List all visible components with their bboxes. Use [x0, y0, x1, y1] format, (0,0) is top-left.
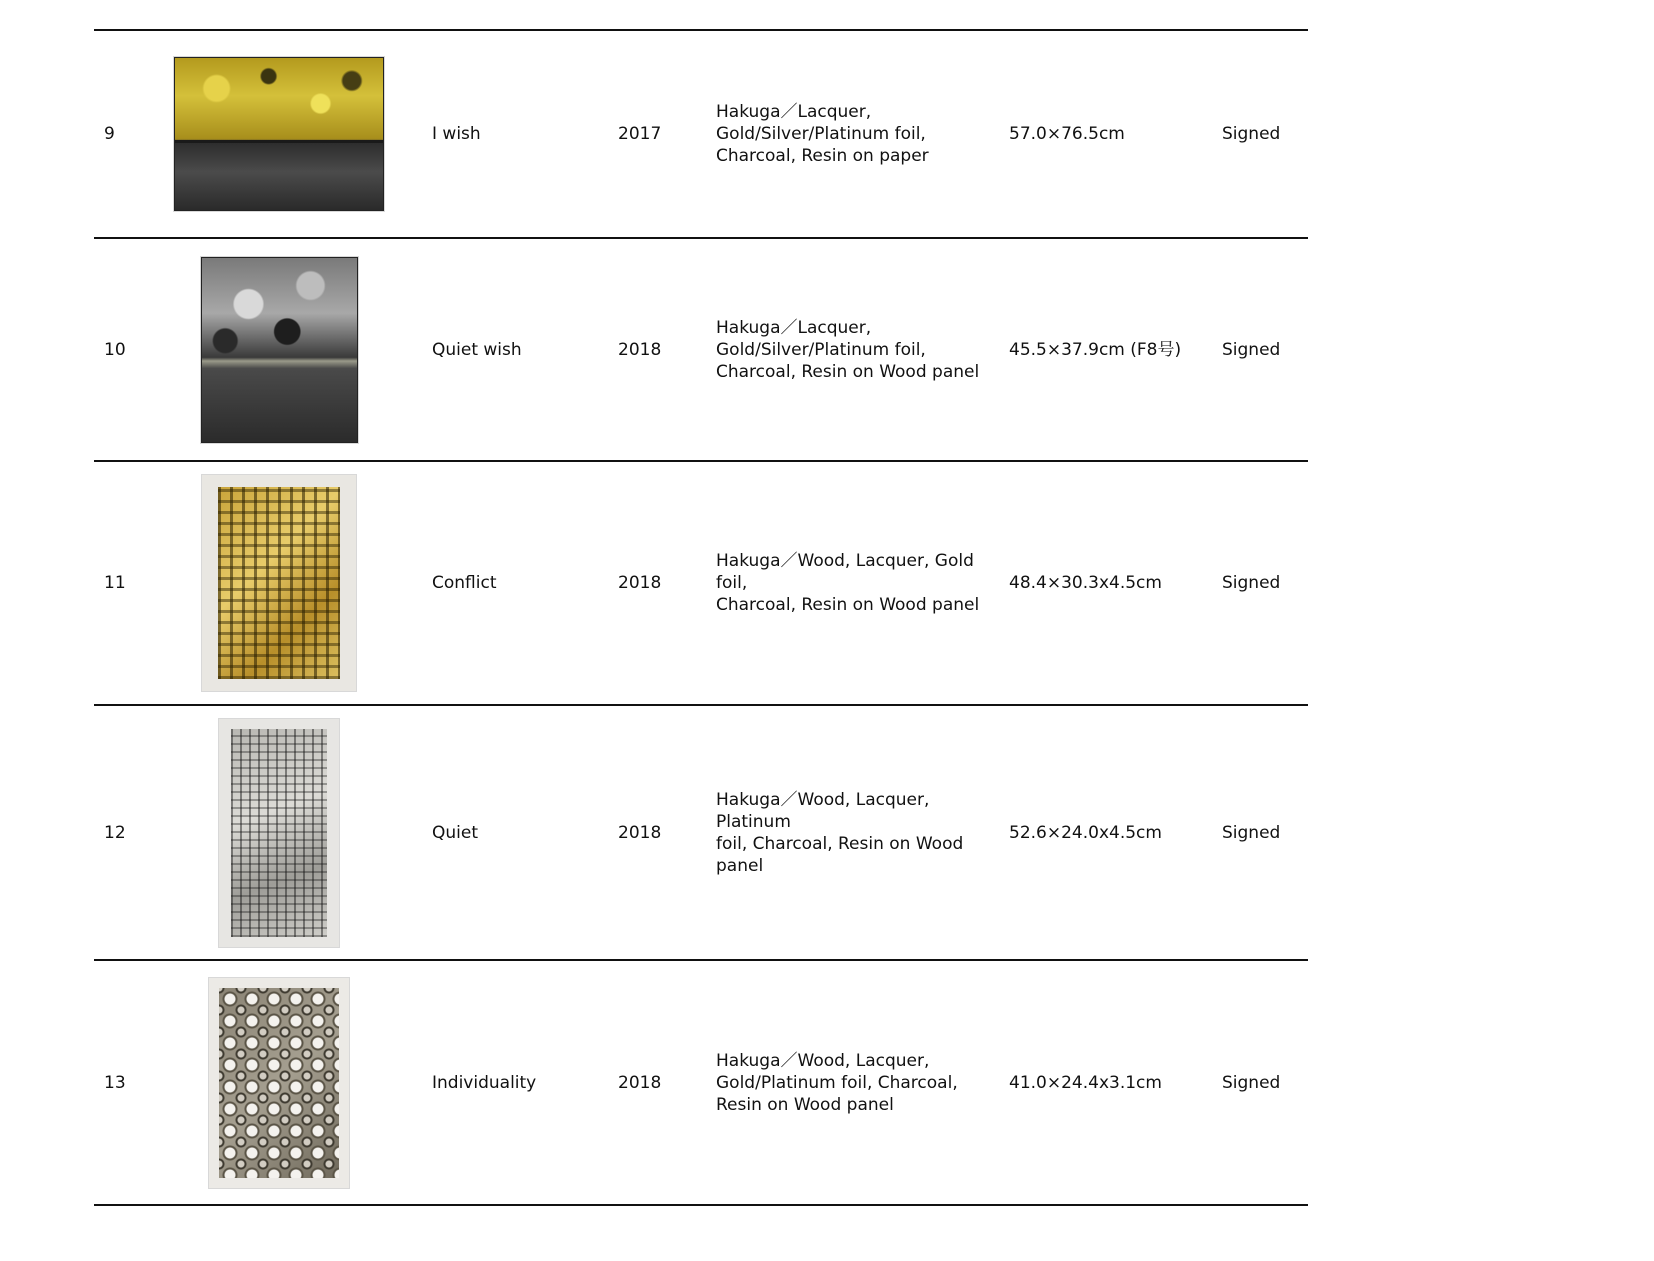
artwork-image [201, 257, 358, 443]
artwork-medium-line: Charcoal, Resin on Wood panel [716, 595, 980, 615]
artwork-image [202, 475, 356, 691]
artwork-medium-line: Hakuga／Lacquer, [716, 102, 872, 122]
artwork-signature: Signed [1222, 822, 1281, 843]
artwork-signature: Signed [1222, 124, 1281, 144]
artwork-number: 12 [104, 822, 126, 843]
artwork-number: 13 [104, 1072, 126, 1093]
artwork-title: Quiet wish [432, 339, 522, 360]
artwork-size: 48.4×30.3x4.5cm [1009, 573, 1162, 593]
artwork-number: 11 [104, 573, 126, 593]
artwork-medium [716, 961, 1006, 1204]
artwork-size: 45.5×37.9cm (F8号) [1009, 339, 1182, 360]
artwork-image [219, 719, 339, 947]
artwork-medium-line: Gold/Platinum foil, Charcoal, [716, 1072, 958, 1093]
table-row [94, 29, 1308, 237]
artwork-medium [716, 462, 1006, 704]
artwork-year: 2018 [618, 822, 662, 843]
artwork-image [174, 57, 384, 211]
artwork-image-cell [154, 462, 404, 704]
table-row [94, 460, 1308, 704]
table-row [94, 237, 1308, 460]
artwork-title: Individuality [432, 1072, 537, 1093]
artwork-size: 41.0×24.4x3.1cm [1009, 1072, 1162, 1093]
artwork-size: 52.6×24.0x4.5cm [1009, 822, 1162, 843]
artwork-medium [716, 706, 1006, 959]
artwork-medium-line: Resin on Wood panel [716, 1094, 894, 1115]
artwork-number: 10 [104, 339, 126, 360]
artwork-image-cell [154, 961, 404, 1204]
artwork-catalog-table [94, 29, 1308, 1206]
artwork-number: 9 [104, 124, 115, 144]
artwork-medium-line: Charcoal, Resin on paper [716, 146, 929, 166]
artwork-medium-line: panel [716, 855, 764, 876]
table-row [94, 704, 1308, 959]
artwork-image-cell [154, 706, 404, 959]
artwork-title: Quiet [432, 822, 479, 843]
artwork-year: 2017 [618, 124, 662, 144]
artwork-medium-line: Hakuga／Wood, Lacquer, Gold foil, [716, 551, 974, 593]
artwork-medium-line: Gold/Silver/Platinum foil, [716, 124, 926, 144]
artwork-title: Conflict [432, 573, 497, 593]
artwork-size: 57.0×76.5cm [1009, 124, 1125, 144]
artwork-image-cell [154, 31, 404, 237]
artwork-signature: Signed [1222, 573, 1281, 593]
artwork-year: 2018 [618, 1072, 662, 1093]
artwork-image-cell [154, 239, 404, 460]
table-row [94, 959, 1308, 1206]
artwork-medium [716, 239, 1006, 460]
artwork-medium-line: Hakuga／Wood, Lacquer, [716, 1050, 930, 1071]
artwork-medium-line: Gold/Silver/Platinum foil, [716, 339, 926, 360]
artwork-signature: Signed [1222, 339, 1281, 360]
artwork-year: 2018 [618, 339, 662, 360]
artwork-medium-line: Hakuga／Lacquer, [716, 317, 872, 338]
artwork-medium [716, 31, 1006, 237]
artwork-medium-line: foil, Charcoal, Resin on Wood [716, 833, 964, 854]
artwork-signature: Signed [1222, 1072, 1281, 1093]
artwork-medium-line: Hakuga／Wood, Lacquer, Platinum [716, 789, 930, 832]
artwork-medium-line: Charcoal, Resin on Wood panel [716, 361, 980, 382]
artwork-image [209, 978, 349, 1188]
artwork-title: I wish [432, 124, 481, 144]
artwork-year: 2018 [618, 573, 662, 593]
